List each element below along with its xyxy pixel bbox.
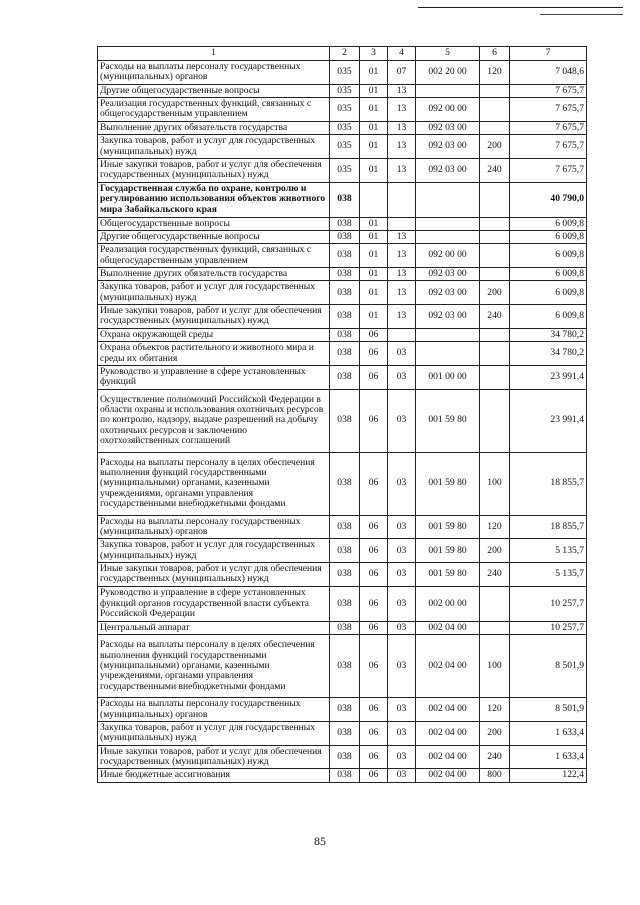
row-c4-cell: 13 — [388, 230, 416, 243]
row-c6-cell — [480, 365, 510, 389]
row-c5-cell: 001 00 00 — [416, 365, 480, 389]
row-c4-cell: 03 — [388, 563, 416, 587]
table-row — [98, 281, 587, 305]
row-name-cell: Выполнение других обязательств государства — [98, 268, 330, 281]
row-name-cell: Реализация государственных функций, связанных с общегосударственным управлением — [98, 244, 330, 268]
row-c5-cell: 001 59 80 — [416, 389, 480, 452]
row-c4-cell: 13 — [388, 305, 416, 329]
row-c6-cell: 200 — [480, 721, 510, 745]
row-c4-cell — [388, 182, 416, 217]
row-c3-cell: 01 — [360, 98, 388, 122]
row-c4-cell: 03 — [388, 515, 416, 539]
row-name-cell: Центральный аппарат — [98, 621, 330, 634]
row-c7-cell: 7 675,7 — [510, 121, 587, 134]
table-row — [98, 515, 587, 539]
row-c4-cell: 13 — [388, 135, 416, 159]
row-c6-cell — [480, 328, 510, 341]
row-c7-cell: 23 991,4 — [510, 365, 587, 389]
row-c3-cell: 06 — [360, 769, 388, 782]
row-c3-cell: 01 — [360, 230, 388, 243]
table-row — [98, 745, 587, 769]
header-cell: 7 — [510, 47, 587, 61]
row-c5-cell — [416, 328, 480, 341]
row-name-cell: Закупка товаров, работ и услуг для государственных (муниципальных) нужд — [98, 281, 330, 305]
row-c5-cell — [416, 182, 480, 217]
row-c4-cell: 03 — [388, 769, 416, 782]
row-c7-cell: 1 633,4 — [510, 745, 587, 769]
row-c6-cell: 240 — [480, 158, 510, 182]
row-c4-cell: 03 — [388, 452, 416, 515]
row-c2-cell: 038 — [330, 769, 360, 782]
row-c7-cell: 6 009,8 — [510, 230, 587, 243]
row-c2-cell: 035 — [330, 98, 360, 122]
row-name-cell: Иные закупки товаров, работ и услуг для обеспечения государственных (муниципальных) нужд — [98, 745, 330, 769]
row-c7-cell: 10 257,7 — [510, 621, 587, 634]
row-c4-cell: 03 — [388, 365, 416, 389]
row-c3-cell: 06 — [360, 515, 388, 539]
row-c3-cell: 06 — [360, 745, 388, 769]
row-c6-cell: 120 — [480, 515, 510, 539]
row-c6-cell: 100 — [480, 635, 510, 698]
row-c6-cell: 240 — [480, 745, 510, 769]
row-c7-cell: 7 675,7 — [510, 98, 587, 122]
row-c5-cell: 092 03 00 — [416, 281, 480, 305]
row-c6-cell: 100 — [480, 452, 510, 515]
row-name-cell: Расходы на выплаты персоналу государственных (муниципальных) органов — [98, 61, 330, 85]
row-name-cell: Закупка товаров, работ и услуг для государственных (муниципальных) нужд — [98, 721, 330, 745]
table-row — [98, 769, 587, 782]
row-name-cell: Руководство и управление в сфере установленных функций органов государственной власти субъекта Российской Федерации — [98, 586, 330, 621]
row-c7-cell: 7 675,7 — [510, 158, 587, 182]
row-c2-cell: 038 — [330, 230, 360, 243]
row-c4-cell: 13 — [388, 268, 416, 281]
row-name-cell: Охрана окружающей среды — [98, 328, 330, 341]
row-c5-cell — [416, 230, 480, 243]
row-c4-cell: 03 — [388, 342, 416, 366]
row-name-cell: Закупка товаров, работ и услуг для государственных (муниципальных) нужд — [98, 539, 330, 563]
row-c5-cell: 002 00 00 — [416, 586, 480, 621]
row-c5-cell: 001 59 80 — [416, 515, 480, 539]
row-c5-cell: 002 04 00 — [416, 698, 480, 722]
row-name-cell: Расходы на выплаты персоналу государственных (муниципальных) органов — [98, 698, 330, 722]
row-c2-cell: 038 — [330, 515, 360, 539]
row-c2-cell: 038 — [330, 586, 360, 621]
row-c2-cell: 038 — [330, 698, 360, 722]
row-name-cell: Руководство и управление в сфере установленных функций — [98, 365, 330, 389]
row-name-cell: Выполнение других обязательств государства — [98, 121, 330, 134]
row-c2-cell: 038 — [330, 635, 360, 698]
row-c2-cell: 038 — [330, 305, 360, 329]
row-c2-cell: 038 — [330, 563, 360, 587]
row-c7-cell: 7 675,7 — [510, 84, 587, 97]
row-c7-cell: 34 780,2 — [510, 328, 587, 341]
row-c7-cell: 5 135,7 — [510, 539, 587, 563]
row-c6-cell — [480, 586, 510, 621]
row-c3-cell: 06 — [360, 721, 388, 745]
header-cell: 6 — [480, 47, 510, 61]
row-c3-cell: 01 — [360, 305, 388, 329]
row-c7-cell: 8 501,9 — [510, 698, 587, 722]
table-row — [98, 721, 587, 745]
row-name-cell: Расходы на выплаты персоналу в целях обеспечения выполнения функций государственными (муниципальными) органами, казенными учреждениями, органами управления государственными внебюджетными фондами — [98, 452, 330, 515]
top-rule-short — [540, 14, 623, 15]
table-row — [98, 135, 587, 159]
row-c3-cell: 06 — [360, 342, 388, 366]
row-c3-cell: 01 — [360, 217, 388, 230]
page-number: 85 — [314, 834, 326, 848]
row-c6-cell: 120 — [480, 61, 510, 85]
row-c4-cell: 13 — [388, 244, 416, 268]
row-c3-cell: 01 — [360, 121, 388, 134]
table-row — [98, 539, 587, 563]
row-c2-cell: 038 — [330, 389, 360, 452]
row-c7-cell: 7 675,7 — [510, 135, 587, 159]
row-c6-cell — [480, 389, 510, 452]
row-name-cell: Другие общегосударственные вопросы — [98, 84, 330, 97]
row-name-cell: Другие общегосударственные вопросы — [98, 230, 330, 243]
row-c7-cell: 5 135,7 — [510, 563, 587, 587]
header-cell: 3 — [360, 47, 388, 61]
row-c4-cell: 13 — [388, 121, 416, 134]
row-c4-cell: 07 — [388, 61, 416, 85]
row-c6-cell: 120 — [480, 698, 510, 722]
header-cell: 4 — [388, 47, 416, 61]
row-c6-cell: 800 — [480, 769, 510, 782]
table-row — [98, 98, 587, 122]
row-c6-cell — [480, 230, 510, 243]
row-c3-cell: 06 — [360, 698, 388, 722]
row-c4-cell: 03 — [388, 621, 416, 634]
table-row — [98, 365, 587, 389]
row-name-cell: Закупка товаров, работ и услуг для государственных (муниципальных) нужд — [98, 135, 330, 159]
table-row — [98, 452, 587, 515]
row-c3-cell: 01 — [360, 281, 388, 305]
row-c3-cell: 06 — [360, 635, 388, 698]
row-c3-cell — [360, 182, 388, 217]
table-row — [98, 586, 587, 621]
row-c4-cell: 03 — [388, 698, 416, 722]
row-name-cell: Государственная служба по охране, контролю и регулированию использования объектов животного мира Забайкальского края — [98, 182, 330, 217]
table-row — [98, 182, 587, 217]
row-c4-cell — [388, 328, 416, 341]
row-c4-cell — [388, 217, 416, 230]
row-c5-cell: 002 04 00 — [416, 721, 480, 745]
table-row — [98, 268, 587, 281]
row-name-cell: Иные закупки товаров, работ и услуг для обеспечения государственных (муниципальных) нужд — [98, 563, 330, 587]
row-c6-cell — [480, 342, 510, 366]
row-c7-cell: 6 009,8 — [510, 281, 587, 305]
row-c6-cell — [480, 621, 510, 634]
row-c5-cell: 002 04 00 — [416, 769, 480, 782]
table-row — [98, 342, 587, 366]
row-c7-cell: 6 009,8 — [510, 244, 587, 268]
table-row — [98, 635, 587, 698]
row-c4-cell: 03 — [388, 635, 416, 698]
row-c7-cell: 122,4 — [510, 769, 587, 782]
row-c7-cell: 23 991,4 — [510, 389, 587, 452]
row-c6-cell — [480, 98, 510, 122]
row-name-cell: Иные бюджетные ассигнования — [98, 769, 330, 782]
row-c2-cell: 038 — [330, 721, 360, 745]
row-c6-cell — [480, 244, 510, 268]
row-c6-cell — [480, 121, 510, 134]
row-c2-cell: 038 — [330, 244, 360, 268]
row-name-cell: Охрана объектов растительного и животного мира и среды их обитания — [98, 342, 330, 366]
row-c7-cell: 1 633,4 — [510, 721, 587, 745]
row-c7-cell: 6 009,8 — [510, 268, 587, 281]
row-c5-cell: 001 59 80 — [416, 452, 480, 515]
row-c7-cell: 40 790,0 — [510, 182, 587, 217]
row-c2-cell: 038 — [330, 342, 360, 366]
row-c7-cell: 8 501,9 — [510, 635, 587, 698]
row-c5-cell: 092 00 00 — [416, 98, 480, 122]
table-row — [98, 305, 587, 329]
table-row — [98, 230, 587, 243]
row-c6-cell: 240 — [480, 305, 510, 329]
table-row — [98, 328, 587, 341]
table-row — [98, 84, 587, 97]
row-c3-cell: 06 — [360, 621, 388, 634]
row-c5-cell: 002 04 00 — [416, 635, 480, 698]
row-name-cell: Расходы на выплаты персоналу в целях обеспечения выполнения функций государственными (муниципальными) органами, казенными учреждениями, органами управления государственными внебюджетными фондами — [98, 635, 330, 698]
table-row — [98, 621, 587, 634]
row-c3-cell: 01 — [360, 244, 388, 268]
header-cell: 2 — [330, 47, 360, 61]
row-c4-cell: 13 — [388, 158, 416, 182]
row-c2-cell: 038 — [330, 452, 360, 515]
table-row — [98, 244, 587, 268]
row-c2-cell: 038 — [330, 268, 360, 281]
row-c5-cell: 002 04 00 — [416, 745, 480, 769]
row-c2-cell: 035 — [330, 61, 360, 85]
row-c2-cell: 035 — [330, 121, 360, 134]
header-row — [98, 47, 587, 61]
row-c2-cell: 035 — [330, 158, 360, 182]
budget-table — [97, 46, 587, 783]
row-c3-cell: 01 — [360, 135, 388, 159]
row-c6-cell — [480, 268, 510, 281]
row-c3-cell: 06 — [360, 389, 388, 452]
row-c5-cell: 092 03 00 — [416, 135, 480, 159]
top-rule — [418, 7, 623, 8]
row-c6-cell — [480, 182, 510, 217]
table-row — [98, 563, 587, 587]
row-c6-cell — [480, 84, 510, 97]
row-c3-cell: 06 — [360, 586, 388, 621]
row-c3-cell: 01 — [360, 61, 388, 85]
row-name-cell: Общегосударственные вопросы — [98, 217, 330, 230]
row-c3-cell: 06 — [360, 563, 388, 587]
row-c2-cell: 038 — [330, 281, 360, 305]
row-c5-cell: 002 20 00 — [416, 61, 480, 85]
row-c3-cell: 06 — [360, 452, 388, 515]
row-c7-cell: 18 855,7 — [510, 452, 587, 515]
row-c5-cell: 092 00 00 — [416, 244, 480, 268]
row-c5-cell: 092 03 00 — [416, 268, 480, 281]
row-c2-cell: 038 — [330, 621, 360, 634]
row-c2-cell: 038 — [330, 539, 360, 563]
row-name-cell: Иные закупки товаров, работ и услуг для обеспечения государственных (муниципальных) нужд — [98, 305, 330, 329]
row-c3-cell: 06 — [360, 539, 388, 563]
row-c6-cell: 200 — [480, 135, 510, 159]
row-c7-cell: 6 009,8 — [510, 217, 587, 230]
table-row — [98, 121, 587, 134]
row-c7-cell: 10 257,7 — [510, 586, 587, 621]
header-cell: 1 — [98, 47, 330, 61]
row-c3-cell: 01 — [360, 158, 388, 182]
row-c3-cell: 06 — [360, 365, 388, 389]
row-c5-cell: 001 59 80 — [416, 539, 480, 563]
row-c5-cell — [416, 84, 480, 97]
row-c3-cell: 06 — [360, 328, 388, 341]
table-row — [98, 61, 587, 85]
row-c7-cell: 7 048,6 — [510, 61, 587, 85]
row-c4-cell: 03 — [388, 721, 416, 745]
row-name-cell: Реализация государственных функций, связанных с общегосударственным управлением — [98, 98, 330, 122]
row-c7-cell: 6 009,8 — [510, 305, 587, 329]
table-body — [98, 61, 587, 783]
row-c6-cell: 240 — [480, 563, 510, 587]
table-row — [98, 217, 587, 230]
table-row — [98, 389, 587, 452]
row-c5-cell: 092 03 00 — [416, 305, 480, 329]
row-c6-cell — [480, 217, 510, 230]
row-c5-cell: 092 03 00 — [416, 121, 480, 134]
row-c7-cell: 18 855,7 — [510, 515, 587, 539]
row-c6-cell: 200 — [480, 281, 510, 305]
row-name-cell: Расходы на выплаты персоналу государственных (муниципальных) органов — [98, 515, 330, 539]
row-c7-cell: 34 780,2 — [510, 342, 587, 366]
row-c5-cell — [416, 217, 480, 230]
row-c4-cell: 03 — [388, 389, 416, 452]
row-c3-cell: 01 — [360, 268, 388, 281]
table-row — [98, 158, 587, 182]
row-c4-cell: 03 — [388, 745, 416, 769]
row-c3-cell: 01 — [360, 84, 388, 97]
row-c2-cell: 038 — [330, 365, 360, 389]
row-c5-cell — [416, 342, 480, 366]
row-c2-cell: 038 — [330, 328, 360, 341]
row-name-cell: Иные закупки товаров, работ и услуг для обеспечения государственных (муниципальных) нужд — [98, 158, 330, 182]
row-c4-cell: 03 — [388, 586, 416, 621]
row-c6-cell: 200 — [480, 539, 510, 563]
row-c4-cell: 13 — [388, 281, 416, 305]
row-c2-cell: 035 — [330, 84, 360, 97]
row-c4-cell: 13 — [388, 84, 416, 97]
table-row — [98, 698, 587, 722]
header-cell: 5 — [416, 47, 480, 61]
row-c2-cell: 035 — [330, 135, 360, 159]
row-c5-cell: 001 59 80 — [416, 563, 480, 587]
row-c5-cell: 002 04 00 — [416, 621, 480, 634]
row-c4-cell: 03 — [388, 539, 416, 563]
row-c2-cell: 038 — [330, 217, 360, 230]
row-c5-cell: 092 03 00 — [416, 158, 480, 182]
row-name-cell: Осуществление полномочий Российской Федерации в области охраны и использования охотничьих ресурсов по контролю, надзору, выдаче разрешений на добычу охотничьих ресурсов и заключению охотхозяйственных соглашений — [98, 389, 330, 452]
row-c4-cell: 13 — [388, 98, 416, 122]
row-c2-cell: 038 — [330, 745, 360, 769]
row-c2-cell: 038 — [330, 182, 360, 217]
